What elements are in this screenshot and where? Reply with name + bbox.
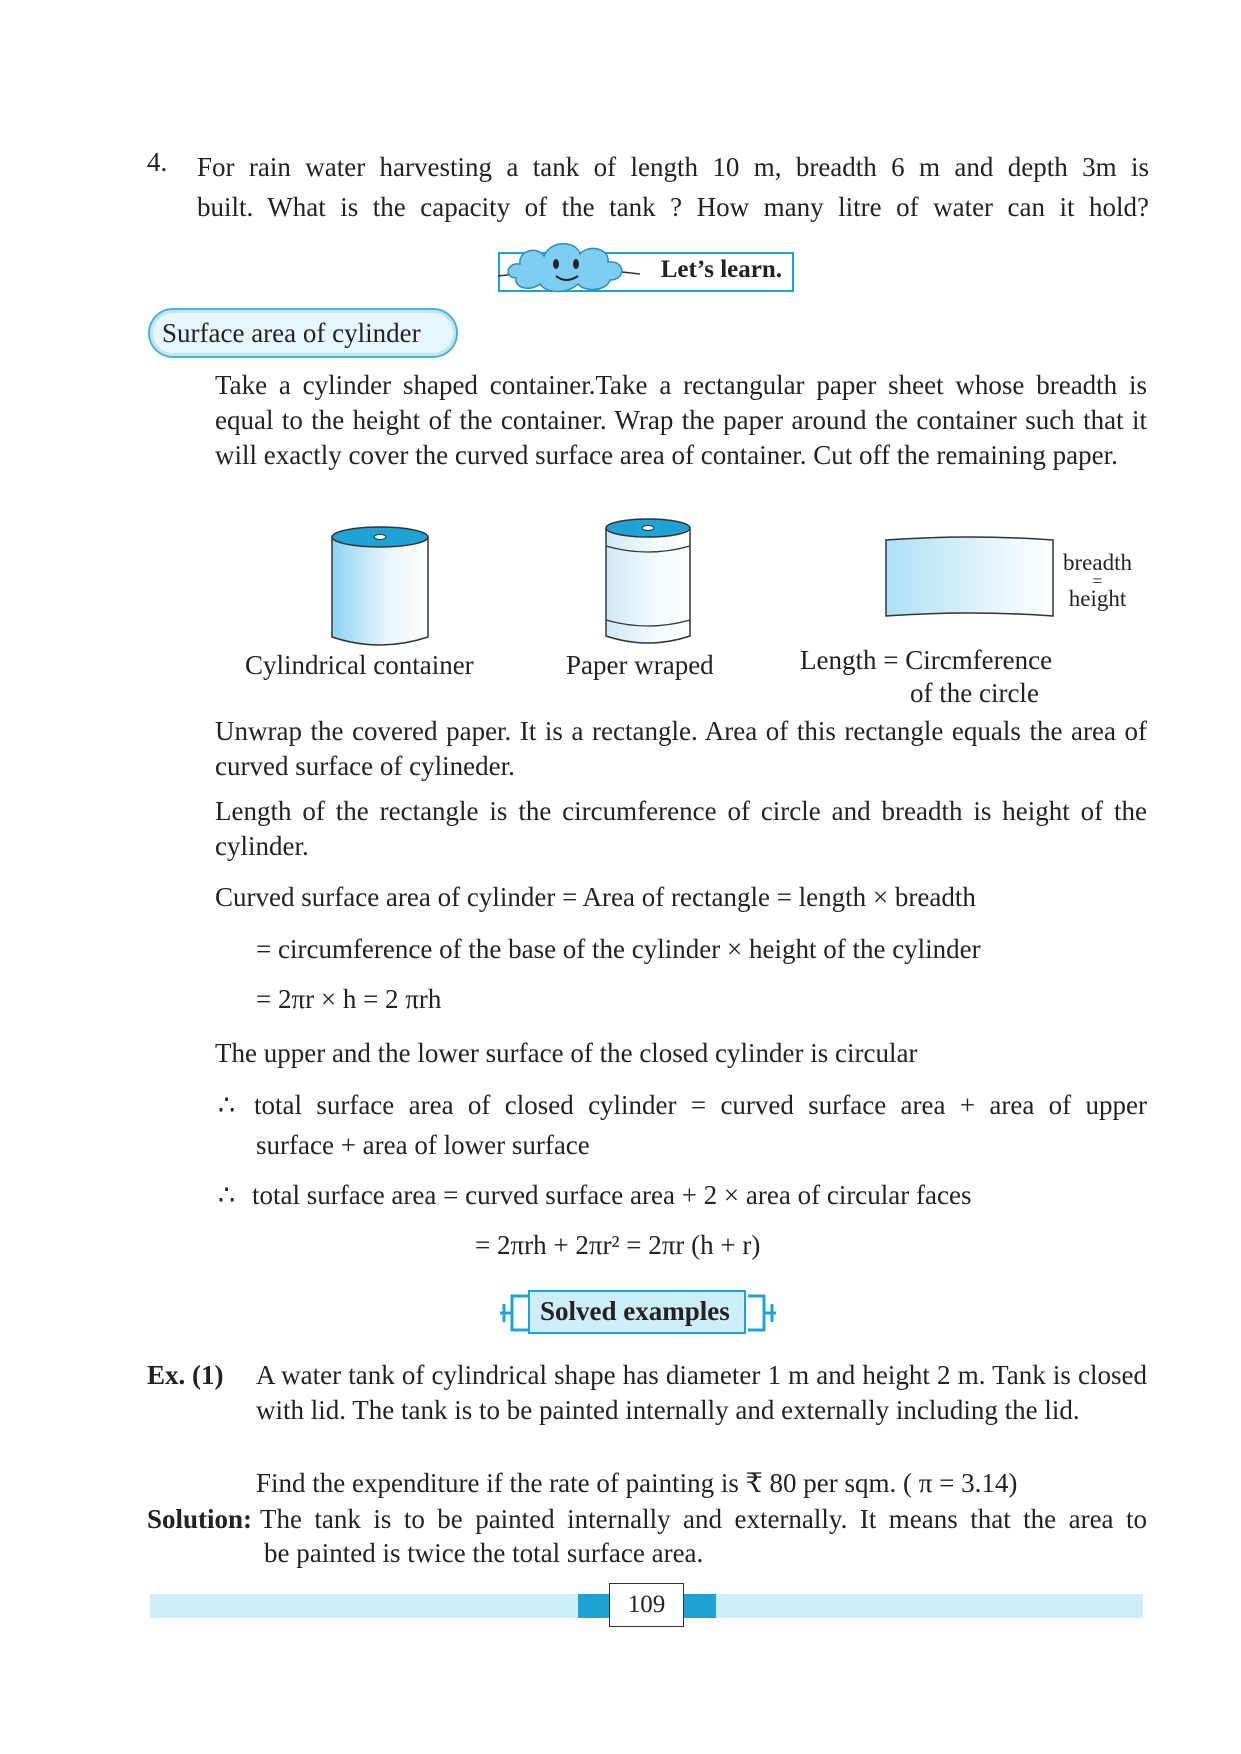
solved-examples-banner [498,1290,778,1336]
unwrapped-sheet-figure [882,536,1057,624]
rect-length-label [800,644,1052,710]
tsa-final-formula: = 2πrh + 2πr² = 2πr (h + r) [475,1230,761,1260]
example-label: Ex. (1) [147,1360,224,1390]
page-number: 109 [609,1583,684,1627]
ornament-left-icon [498,1290,530,1336]
cloud-icon [494,232,644,302]
unwrap-paragraph: Unwrap the covered paper. It is a rectangle. Area of this rectangle equals the area of curved surface of cylineder. [215,716,1147,781]
solved-examples-box [528,1290,746,1334]
rect-length-line-1: Length = Circmference [800,645,1053,675]
wrapped-label: Paper wraped [566,650,714,680]
wrapped-cylinder-figure [598,516,698,648]
section-title-text: Surface area of cylinder [162,318,421,348]
question-line-2: built. What is the capacity of the tank ? How many litre of water can it hold? [197,192,1149,222]
question-number: 4. [147,147,168,177]
tsa-line-3: total surface area = curved surface area + 2 × area of circular faces [252,1180,972,1210]
therefore-symbol-2: ∴ [218,1180,236,1210]
lets-learn-label: Let’s learn. [660,256,782,283]
intro-paragraph: Take a cylinder shaped container.Take a rectangular paper sheet whose breadth is equal to the height of the container. Wrap the paper around the container such that it will exactly cover the curved surface area of container. Cut off the remaining paper. [215,370,1147,470]
breadth-height-label [1055,552,1140,610]
tsa-line-2: surface + area of lower surface [256,1130,590,1160]
solution-line-1: The tank is to be painted internally and externally. It means that the area to [260,1504,1147,1534]
tsa-line-1: total surface area of closed cylinder = curved surface area + area of upper [254,1090,1147,1120]
solution-label: Solution: [147,1504,253,1534]
question-text [197,147,1149,227]
cylinder-label: Cylindrical container [245,650,474,680]
example-find: Find the expenditure if the rate of painting is ₹ 80 per sqm. ( π = 3.14) [256,1468,1018,1498]
length-paragraph: Length of the rectangle is the circumference of circle and breadth is height of the cylinder. [215,796,1147,861]
question-line-1: For rain water harvesting a tank of length 10 m, breadth 6 m and depth 3m is [197,152,1149,182]
example-text: A water tank of cylindrical shape has diameter 1 m and height 2 m. Tank is closed with lid. The tank is to be painted internally and externally including the lid. [256,1360,1147,1425]
equals-label: = [1092,571,1103,591]
therefore-symbol-1: ∴ [218,1090,236,1120]
lets-learn-banner [498,252,794,292]
solved-examples-label: Solved examples [540,1296,730,1326]
section-title [148,308,458,358]
rect-length-line-2: of the circle [910,678,1039,708]
pi-formula: = 2πr × h = 2 πrh [256,984,442,1014]
ornament-right-icon [746,1290,778,1336]
circumference-formula: = circumference of the base of the cylinder × height of the cylinder [256,934,981,964]
height-label: height [1068,586,1127,611]
cylinder-figure [325,525,440,650]
breadth-label: breadth [1063,550,1132,575]
csa-formula: Curved surface area of cylinder = Area of rectangle = length × breadth [215,882,976,912]
solution-line-2: be painted is twice the total surface area. [264,1538,704,1568]
upper-lower-statement: The upper and the lower surface of the closed cylinder is circular [215,1038,918,1068]
